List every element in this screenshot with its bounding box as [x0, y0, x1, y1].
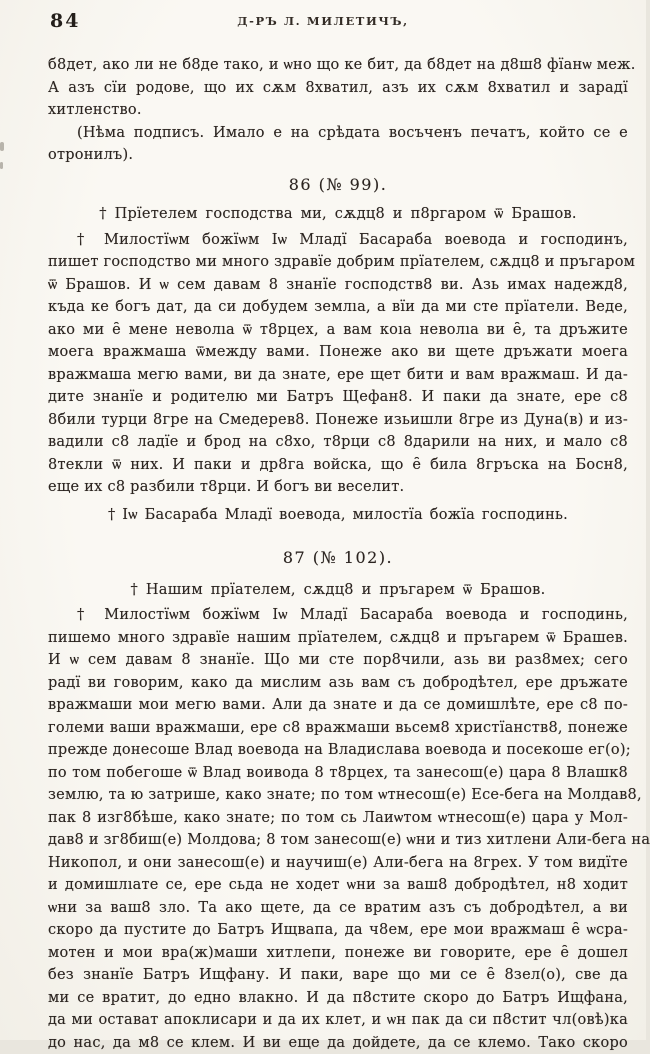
text-line: вражмаши мои мегю вами. Али да знате и да се домишлѣте, ере с8 по-	[48, 694, 628, 717]
text-line: по том побегоше ѿ Влад воивода 8 т8рцех, та занесош(е) цара 8 Влашк8	[48, 762, 628, 785]
text-line: да ми остават апоклисари и да их клет, и ѡн пак да си п8стит чл(овѣ)ка	[48, 1009, 628, 1032]
text-line: землю, та ю затрише, како знате; по том ѡтнесош(е) Есе-бега на Молдав8,	[48, 784, 628, 807]
body-paragraph	[48, 122, 628, 167]
section-heading: 86 (№ 99).	[48, 174, 628, 197]
text-line: големи ваши вражмаши, ере с8 вражмаши вьсем8 христїанств8, понеже	[48, 717, 628, 740]
text-line: моега вражмаша ѿмежду вами. Понеже ако ви щете дръжати моега	[48, 341, 628, 364]
letter-content	[48, 54, 628, 1054]
text-line: пишемо много здравїе нашим прїателем, сѫдц8 и пръгарем ѿ Брашев.	[48, 627, 628, 650]
text-line: (Нѣма подписъ. Имало е на срѣдата восъченъ печатъ, който се е	[48, 122, 628, 145]
text-line: дав8 и зг8биш(е) Молдова; 8 том занесош(е) ѡни и тиз хитлени Али-бега на	[48, 829, 628, 852]
text-line: ми се вратит, до едно влакно. И да п8стите скоро до Батръ Ищфана,	[48, 987, 628, 1010]
body-paragraph	[48, 229, 628, 499]
page-header	[48, 10, 628, 36]
text-line: вадили с8 ладїе и брод на с8хо, т8рци с8 8дарили на них, и мало с8	[48, 431, 628, 454]
text-line: 8текли ѿ них. И паки и др8га войска, що е̑ била 8гръска на Босн8,	[48, 454, 628, 477]
letter-salutation: † Нашим прїателем, сѫдц8 и пръгарем ѿ Брашов.	[48, 579, 628, 602]
text-line: б8дет, ако ли не б8де тако, и ѡно що ке бит, да б8дет на д8ш8 фїанѡ меж.	[48, 54, 628, 77]
text-line: А азъ сїи родове, що их сѫм 8хватил, азъ их сѫм 8хватил и зарадї	[48, 77, 628, 100]
body-paragraph	[48, 604, 628, 1054]
text-line: и домишлıате се, ере сьда не ходет ѡни за ваш8 добродѣтел, н8 ходит	[48, 874, 628, 897]
text-line: без знанїе Батръ Ищфану. И паки, варе що ми се е̑ 8зел(о), све да	[48, 964, 628, 987]
section-heading: 87 (№ 102).	[48, 547, 628, 570]
text-line: вражмаша мегю вами, ви да знате, ере щет бити и вам вражмаш. И да-	[48, 364, 628, 387]
text-line: радї ви говорим, како да мислим азь вам съ добродѣтел, ере дръжате	[48, 672, 628, 695]
text-line: пишет господство ми много здравїе добрим прїателем, сѫдц8 и пръгаром	[48, 251, 628, 274]
text-line: мотен и мои вра(ж)маши хитлепи, понеже ви говорите, ере е̑ дошел	[48, 942, 628, 965]
body-paragraph	[48, 54, 628, 122]
text-line: дите знанїе и родителю ми Батръ Щефан8. И паки да знате, ере с8	[48, 386, 628, 409]
text-line: ако ми е̑ мене неволıа ѿ т8рцех, а вам коıа неволıа ви е̑, та дръжите	[48, 319, 628, 342]
text-line: скоро да пустите до Батръ Ищвапа, да ч8ем, ере мои вражмаш е̑ ѡсра-	[48, 919, 628, 942]
page-number: 84	[50, 10, 80, 32]
text-line: пак 8 изг8бѣше, како знате; по том сь Лаиѡтом ѡтнесош(е) цара у Мол-	[48, 807, 628, 830]
text-line: 8били турци 8гре на Смедерев8. Понеже изьишли 8гре из Дуна(в) и из-	[48, 409, 628, 432]
text-line: ѿ Брашов. И ѡ сем давам 8 знанїе господств8 ви. Азь имах надежд8,	[48, 274, 628, 297]
text-line: отронилъ).	[48, 144, 628, 167]
text-line: ѡни за ваш8 зло. Та ако щете, да се вратим азъ съ добродѣтел, а ви	[48, 897, 628, 920]
text-line: еще их с8 разбили т8рци. И богъ ви веселит.	[48, 476, 628, 499]
text-line: Никопол, и они занесош(е) и научиш(е) Али-бега на 8грех. У том видїте	[48, 852, 628, 875]
text-line: къда ке богъ дат, да си добудем землıа, а вїи да ми сте прїатели. Веде,	[48, 296, 628, 319]
scan-artifact	[0, 142, 4, 151]
letter-signature: † Іѡ Басараба Младї воевода, милостїа божїа господинь.	[48, 504, 628, 527]
scan-artifact	[0, 162, 3, 169]
text-line: хитленство.	[48, 99, 628, 122]
text-line: † Милостїѡм божїѡм Іѡ Младї Басараба воевода и господинъ,	[48, 229, 628, 252]
text-line: И ѡ сем давам 8 знанїе. Що ми сте пор8чили, азь ви раз8мех; сего	[48, 649, 628, 672]
text-line: † Милостїѡм божїѡм Іѡ Младї Басараба воевода и господинь,	[48, 604, 628, 627]
letter-salutation: † Прїетелем господства ми, сѫдц8 и п8ргаром ѿ Брашов.	[48, 203, 628, 226]
text-line: до нас, да м8 се клем. И ви еще да дойдете, да се клемо. Тако скоро	[48, 1032, 628, 1054]
text-line: прежде донесоше Влад воевода на Владислава воевода и посекоше ег(о);	[48, 739, 628, 762]
running-title: Д-РЪ Л. МИЛЕТИЧЪ,	[48, 14, 598, 28]
